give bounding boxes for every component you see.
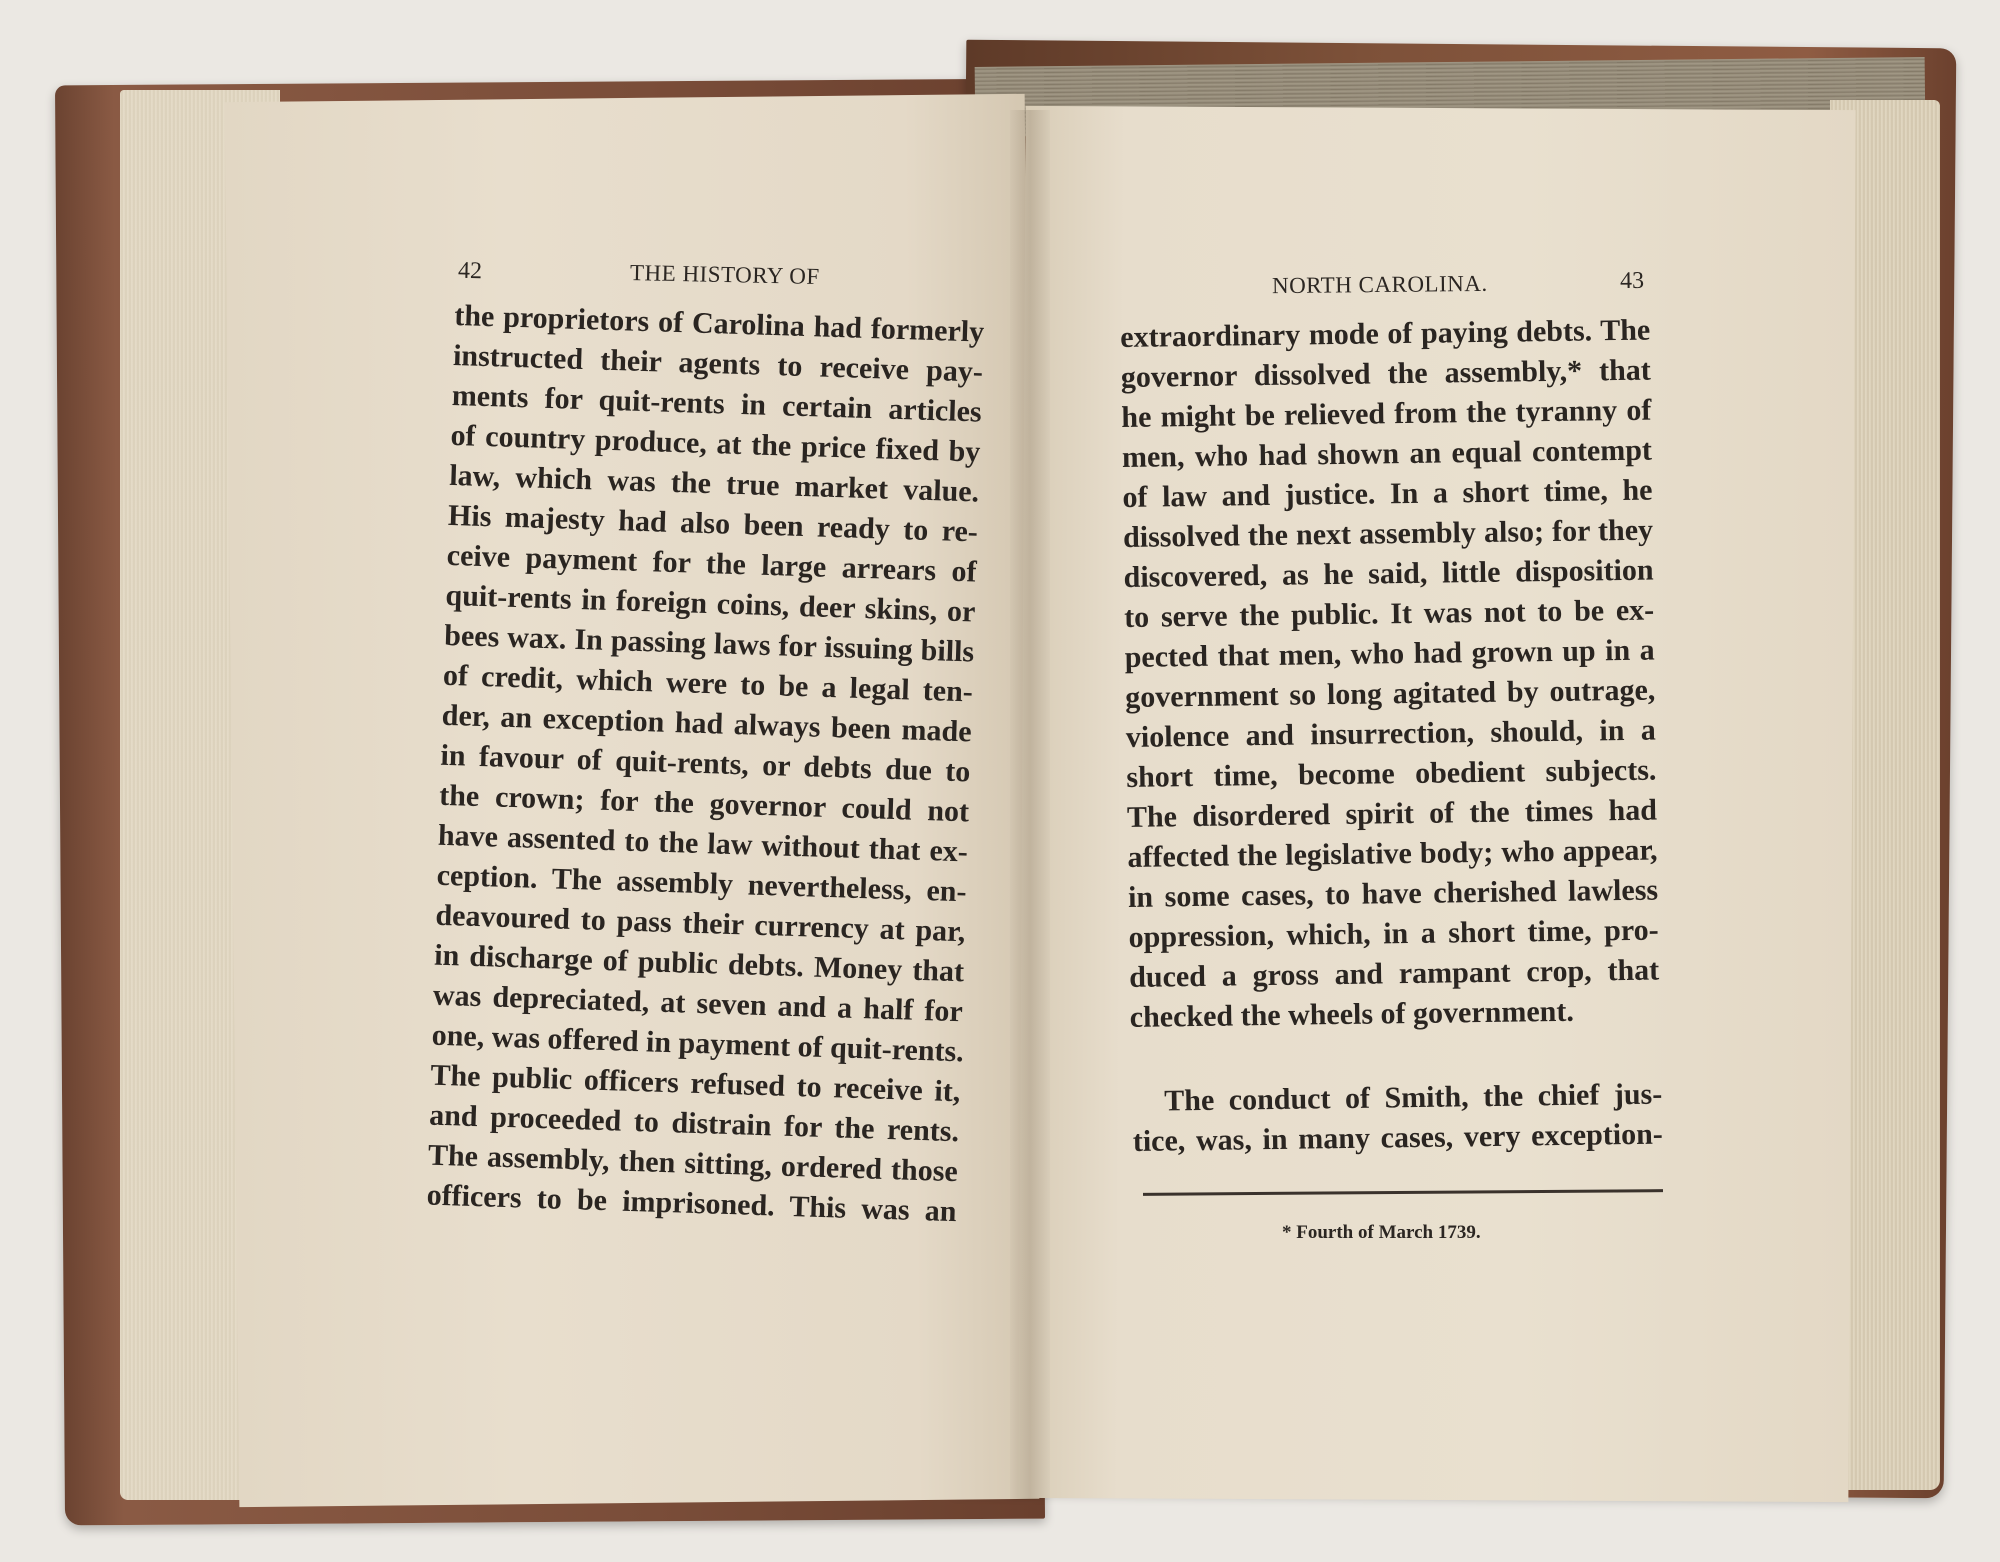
text-line: oppression, which, in a short time, pro- xyxy=(1128,913,1659,954)
text-line: The assembly, then sitting, ordered those xyxy=(427,1138,959,1189)
text-line: in some cases, to have cherished lawless xyxy=(1127,873,1659,914)
right-running-head: NORTH CAROLINA. xyxy=(1271,270,1488,299)
text-line: of law and justice. In a short time, he xyxy=(1122,473,1653,514)
text-line: ments for quit-rents in certain articles xyxy=(451,378,983,429)
text-line: dissolved the next assembly also; for they xyxy=(1122,513,1654,554)
text-line: The public officers refused to receive it, xyxy=(429,1058,961,1109)
text-line: tice, was, in many cases, very exception- xyxy=(1132,1117,1664,1158)
text-line: duced a gross and rampant crop, that xyxy=(1128,953,1660,994)
text-line: The conduct of Smith, the chief jus- xyxy=(1164,1077,1663,1118)
text-line: the proprietors of Carolina had formerly xyxy=(453,298,985,349)
text-line: quit-rents in foreign coins, deer skins, or xyxy=(445,578,976,629)
footnote: * Fourth of March 1739. xyxy=(1282,1222,1481,1243)
text-line: der, an exception had always been made xyxy=(441,698,973,749)
text-line: short time, become obedient subjects. xyxy=(1126,753,1657,794)
book-gutter xyxy=(1010,110,1050,1500)
text-line: government so long agitated by outrage, xyxy=(1125,673,1656,714)
text-line: pected that men, who had grown up in a xyxy=(1124,633,1655,674)
text-line: instructed their agents to receive pay- xyxy=(452,338,984,389)
text-line: affected the legislative body; who appear, xyxy=(1127,833,1658,874)
text-line: of credit, which were to be a legal ten- xyxy=(442,658,974,709)
text-line: and proceeded to distrain for the rents. xyxy=(428,1098,960,1149)
left-running-head: THE HISTORY OF xyxy=(629,260,821,289)
text-line: governor dissolved the assembly,* that xyxy=(1120,353,1652,394)
text-line: the crown; for the governor could not xyxy=(438,778,970,829)
text-line: in favour of quit-rents, or debts due to xyxy=(440,738,971,789)
text-line: men, who had shown an equal contempt xyxy=(1121,433,1653,474)
text-line: of country produce, at the price fixed by xyxy=(450,418,981,469)
text-line: he might be relieved from the tyranny of xyxy=(1121,393,1652,434)
left-page-text xyxy=(426,296,985,1232)
text-line: law, which was the true market value. xyxy=(448,458,980,509)
text-line: officers to be imprisoned. This was an xyxy=(426,1178,958,1229)
text-line: to serve the public. It was not to be ex- xyxy=(1123,593,1655,634)
text-line: deavoured to pass their currency at par, xyxy=(435,898,966,949)
text-line: The disordered spirit of the times had xyxy=(1126,793,1658,834)
text-line: discovered, as he said, little disposition xyxy=(1123,553,1654,594)
right-page-paragraph-2 xyxy=(1132,1075,1663,1162)
right-page-number: 43 xyxy=(1619,267,1645,295)
text-line: have assented to the law without that ex- xyxy=(437,818,969,869)
text-line: bees wax. In passing laws for issuing bills xyxy=(443,618,975,669)
text-line: was depreciated, at seven and a half for xyxy=(432,978,964,1029)
text-line: checked the wheels of government. xyxy=(1129,994,1575,1034)
text-line: in discharge of public debts. Money that xyxy=(433,938,965,989)
text-line: one, was offered in payment of quit-rents. xyxy=(431,1018,965,1069)
text-line: extraordinary mode of paying debts. The xyxy=(1120,313,1651,354)
text-line: His majesty had also been ready to re- xyxy=(447,498,979,549)
text-line: ception. The assembly nevertheless, en- xyxy=(436,858,968,909)
text-line: ceive payment for the large arrears of xyxy=(446,538,978,589)
right-page-paragraph-1 xyxy=(1120,311,1660,1038)
left-page-number: 42 xyxy=(457,257,483,285)
text-line: violence and insurrection, should, in a xyxy=(1125,713,1657,754)
